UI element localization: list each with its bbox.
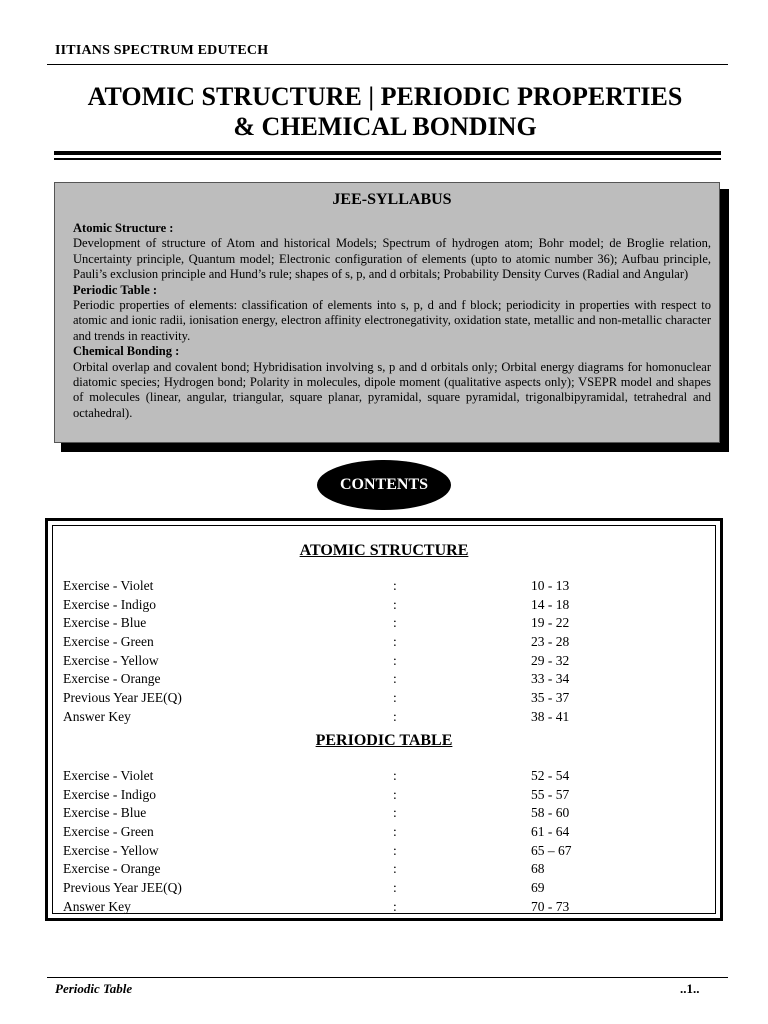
toc-row xyxy=(53,709,715,728)
toc-label: Exercise - Violet xyxy=(63,768,154,783)
toc-label: Exercise - Violet xyxy=(63,578,154,593)
toc-pages: 38 - 41 xyxy=(531,708,570,724)
toc-label: Exercise - Orange xyxy=(63,671,161,687)
syllabus-heading: Periodic Table : xyxy=(73,282,158,297)
toc-pages: 52 - 54 xyxy=(531,768,570,783)
toc-row xyxy=(53,690,715,709)
toc-label: Exercise - Indigo xyxy=(63,596,156,612)
toc-row xyxy=(53,768,715,787)
page-title xyxy=(40,82,730,142)
toc-label: Exercise - Orange xyxy=(63,861,161,877)
section-title-periodic-table: PERIODIC TABLE xyxy=(315,732,453,749)
page-header-brand: IITIANS SPECTRUM EDUTECH xyxy=(55,43,269,58)
syllabus-text: Orbital overlap and covalent bond; Hybridisation involving s, p and d orbitals only; Orbital energy diagrams for homonuclear diatomic species; Hydrogen bond; Polarity in molecules, dipole moment (qualitative aspects only); VSEPR model and shapes of molecules (linear, angular, triangular, square planar, pyramidal, square pyramidal, trigonalbipyramidal, tetrahedral and octahedral). xyxy=(73,359,711,420)
toc-row xyxy=(53,787,715,806)
toc-colon: : xyxy=(393,596,397,612)
footer-page-number: ..1.. xyxy=(680,981,700,996)
toc-pages: 69 xyxy=(531,880,545,896)
toc-colon: : xyxy=(393,615,397,631)
toc-label: Exercise - Green xyxy=(63,824,154,840)
toc-row xyxy=(53,861,715,880)
toc-colon: : xyxy=(393,634,397,650)
syllabus-section-bonding xyxy=(73,344,711,421)
toc-pages: 23 - 28 xyxy=(531,634,570,650)
toc-pages: 29 - 32 xyxy=(531,652,570,668)
toc-pages: 33 - 34 xyxy=(531,671,570,687)
contents-inner-frame xyxy=(52,525,716,914)
toc-row xyxy=(53,615,715,634)
syllabus-section-periodic xyxy=(73,283,711,345)
toc-row xyxy=(53,671,715,690)
page-title-line-2: & CHEMICAL BONDING xyxy=(233,112,537,141)
footer-rule xyxy=(47,977,728,978)
toc-row xyxy=(53,899,715,918)
toc-row xyxy=(53,634,715,653)
syllabus-text: Periodic properties of elements: classification of elements into s, p, d and f block; periodicity in properties with respect to atomic and ionic radii, ionisation energy, electron affinity electronegativity, oxidation state, metallic and non-metallic character and trends in reactivity. xyxy=(73,298,711,343)
toc-colon: : xyxy=(393,898,397,914)
toc-pages: 10 - 13 xyxy=(531,578,570,593)
toc-label: Exercise - Blue xyxy=(63,615,147,631)
toc-colon: : xyxy=(393,768,397,783)
toc-colon: : xyxy=(393,805,397,821)
toc-pages: 70 - 73 xyxy=(531,898,570,914)
toc-pages: 19 - 22 xyxy=(531,615,570,631)
toc-colon: : xyxy=(393,708,397,724)
toc-pages: 68 xyxy=(531,861,545,877)
toc-pages: 55 - 57 xyxy=(531,786,570,802)
syllabus-heading: Atomic Structure : xyxy=(73,221,174,235)
toc-label: Exercise - Yellow xyxy=(63,652,159,668)
title-rule-thick xyxy=(54,151,721,155)
toc-label: Exercise - Yellow xyxy=(63,842,159,858)
toc-label: Exercise - Blue xyxy=(63,805,147,821)
syllabus-section-atomic xyxy=(73,221,711,283)
title-rule-thin xyxy=(54,158,721,160)
toc-colon: : xyxy=(393,671,397,687)
syllabus-box xyxy=(54,182,720,443)
toc-row xyxy=(53,824,715,843)
toc-colon: : xyxy=(393,880,397,896)
toc-row xyxy=(53,880,715,899)
toc-pages: 14 - 18 xyxy=(531,596,570,612)
contents-badge: CONTENTS xyxy=(317,460,451,510)
toc-list-periodic xyxy=(53,768,715,918)
toc-row xyxy=(53,597,715,616)
toc-colon: : xyxy=(393,578,397,593)
toc-list-atomic xyxy=(53,578,715,728)
toc-row xyxy=(53,805,715,824)
header-rule xyxy=(47,64,728,65)
toc-colon: : xyxy=(393,824,397,840)
toc-pages: 61 - 64 xyxy=(531,824,570,840)
toc-row xyxy=(53,578,715,597)
toc-pages: 58 - 60 xyxy=(531,805,570,821)
footer-section-name: Periodic Table xyxy=(55,981,133,996)
contents-frame xyxy=(45,518,723,921)
toc-label: Previous Year JEE(Q) xyxy=(63,880,182,896)
toc-label: Answer Key xyxy=(63,708,131,724)
syllabus-title: JEE-SYLLABUS xyxy=(332,191,452,208)
toc-label: Previous Year JEE(Q) xyxy=(63,690,182,706)
toc-colon: : xyxy=(393,786,397,802)
toc-label: Exercise - Indigo xyxy=(63,786,156,802)
toc-colon: : xyxy=(393,861,397,877)
toc-colon: : xyxy=(393,842,397,858)
syllabus-text: Development of structure of Atom and historical Models; Spectrum of hydrogen atom; Bohr model; de Broglie relation, Uncertainty principle, Quantum model; Electronic configuration of elements (upto to atomic number 36); Aufbau principle, Pauli’s exclusion principle and Hund’s rule; shapes of s, p, and d orbitals; Probability Density Curves (Radial and Angular) xyxy=(73,236,711,282)
toc-pages: 65 – 67 xyxy=(531,842,572,858)
toc-colon: : xyxy=(393,652,397,668)
page-title-line-1: ATOMIC STRUCTURE | PERIODIC PROPERTIES xyxy=(87,82,683,111)
toc-label: Answer Key xyxy=(63,898,131,914)
syllabus-heading: Chemical Bonding : xyxy=(73,344,180,359)
toc-row xyxy=(53,843,715,862)
toc-pages: 35 - 37 xyxy=(531,690,570,706)
toc-label: Exercise - Green xyxy=(63,634,154,650)
toc-colon: : xyxy=(393,690,397,706)
toc-row xyxy=(53,653,715,672)
section-title-atomic-structure: ATOMIC STRUCTURE xyxy=(299,542,469,559)
